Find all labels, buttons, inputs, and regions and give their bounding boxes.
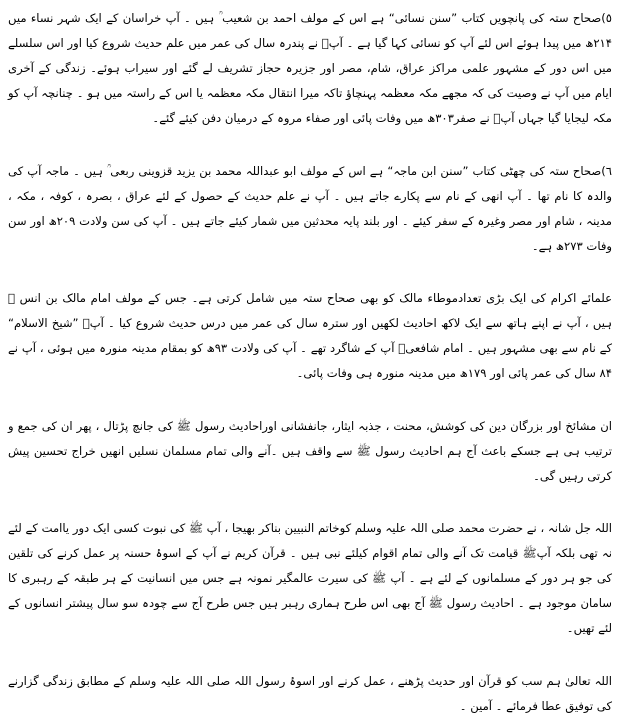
paragraph-sunan-ibn-majah: ٦)صحاح ستہ کی چھٹی کتاب ”سنن ابن ماجہ“ ہے اس کے مولف ابو عبداللہ محمد بن یزید قزوینی ربعی ؒ ہیں ۔ ماجہ آپ کی والدہ کا نام تھا ۔ آپ انھی کے نام سے پکارے جاتے ہیں ۔ آپ نے علم حدیث کے حصول کے لئے عراق ، بصرہ ، کوفہ ، مکہ ، مدینہ ، شام اور مصر وغیرہ کے سفر کیئے ۔ اور بلند پایہ محدثین میں شمار کیئے جاتے ہیں ۔ آپ کی سن ولادت ۲۰۹ھ اور سن وفات ۲۷۳ھ ہے۔: [8, 164, 612, 253]
paragraph-muwatta-malik: علمائے اکرام کی ایک بڑی تعدادموطاء مالک کو بھی صحاح ستہ میں شامل کرتی ہے۔ جس کے مولف امام مالک بن انس ؒ ہیں ، آپ نے اپنے ہاتھ سے ایک لاکھ احادیث لکھیں اور سترہ سال کی عمر میں درس حدیث شروع کیا ۔ آپؒ ”شیخ الاسلام“ کے نام سے بھی مشہور ہیں ۔ امام شافعیؒ آپ کے شاگرد تھے ۔ آپ کی ولادت ۹۳ھ کو بمقام مدینہ منورہ میں ہوئی ، آپ نے ۸۴ سال کی عمر پائی اور ۱۷۹ھ میں مدینہ منورہ ہی وفات پائی۔: [8, 291, 612, 380]
paragraph-closing-prayer: اللہ تعالیٰ ہم سب کو قرآن اور حدیث پڑھنے ، عمل کرنے اور اسوۂ رسول اللہ صلی اللہ علیہ وسلم کے مطابق زندگی گزارنے کی توفیق عطا فرمائے ۔ آمین ۔: [8, 674, 612, 713]
paragraph-sunan-nasai: ٥)صحاح ستہ کی پانچویں کتاب ”سنن نسائی“ ہے اس کے مولف احمد بن شعیب ؒ ہیں ۔ آپ خراسان کے ایک شہر نساء میں ۲۱۴ھ میں پیدا ہوئے اس لئے آپ کو نسائی کہا گیا ہے ۔ آپؒ نے پندرہ سال کی عمر میں علم حدیث شروع کیا اور اس سلسلے میں اس دور کے مشہور علمی مراکز عراق، شام، مصر اور جزیرہ حجاز تشریف لے گئے اور سیراب ہوئے۔ زندگی کے آخری ایام میں آپ نے وصیت کی کہ مجھے مکہ معظمہ پہنچاؤ تاکہ میرا انتقال مکہ معظمہ یا اس کے راستہ میں ہو ۔ چنانچہ آپ کو مکہ لیجایا گیا جہاں آپؒ نے صفر۳۰۳ھ میں وفات پائی اور صفاء مروہ کے درمیان دفن کیئے گئے۔: [8, 11, 612, 125]
paragraph-prophet-guidance: اللہ جل شانہ ، نے حضرت محمد صلی اللہ علیہ وسلم کوخاتم النبیین بناکر بھیجا ، آپ ﷺ کی نبوت کسی ایک دور یاامت کے لئے نہ تھی بلکہ آپﷺ قیامت تک آنے والی تمام اقوام کیلئے نبی ہیں ۔ قرآن کریم نے آپ کے اسوۂ حسنہ پر عمل کرنے کی تلقین کی جو ہر دور کے مسلمانوں کے لئے ہے ۔ آپ ﷺ کی سیرت عالمگیر نمونہ ہے جس میں انسانیت کے ہر طبقہ کے رہبری کا سامان موجود ہے ۔ احادیث رسول ﷺ آج بھی اس طرح ہماری رہبر ہیں جس طرح آج سے چودہ سو سال پیشتر انسانوں کے لئے تھیں۔: [8, 521, 612, 635]
paragraph-scholars-tribute: ان مشائخ اور بزرگان دین کی کوشش، محنت ، جذبہ ایثار، جانفشانی اوراحادیث رسول ﷺ کی جانچ پڑتال ، پھر ان کی جمع و ترتیب ہی ہے جسکے باعث آج ہم احادیث رسول ﷺ سے واقف ہیں ۔آنے والی تمام مسلمان نسلیں انھیں خراج تحسین پیش کرتی رہیں گی۔: [8, 419, 612, 483]
